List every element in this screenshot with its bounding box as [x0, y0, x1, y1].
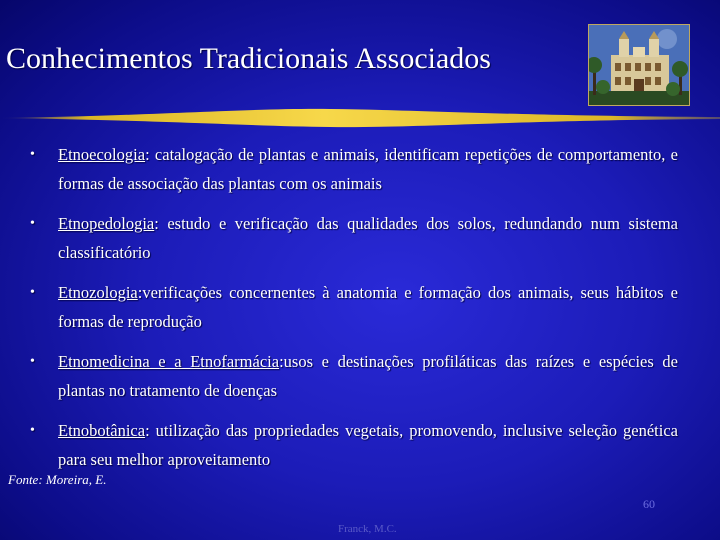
list-item	[30, 347, 678, 405]
bullet-term: Etnobotânica	[58, 421, 146, 440]
bullet-dot: •	[30, 147, 35, 162]
bullet-term: Etnozologia	[58, 283, 138, 302]
page-number: 60	[643, 497, 655, 511]
bullet-term: Etnoecologia	[58, 145, 146, 164]
bullet-text: : utilização das propriedades vegetais, promovendo, inclusive seleção genética para seu melhor aproveitamento	[58, 421, 678, 469]
source-citation: Fonte: Moreira, E.	[8, 472, 107, 487]
list-item	[30, 209, 678, 267]
bullet-list	[30, 140, 678, 485]
bullet-text: : estudo e verificação das qualidades dos solos, redundando num sistema classificatório	[58, 214, 678, 262]
bullet-term: Etnopedologia	[58, 214, 155, 233]
bullet-dot: •	[30, 354, 35, 369]
bullet-text: :usos e destinações profiláticas das raízes e espécies de plantas no tratamento de doenças	[58, 352, 678, 400]
bullet-dot: •	[30, 423, 35, 438]
bullet-dot: •	[30, 285, 35, 300]
title-underline-bar	[0, 106, 720, 130]
slide-title: Conhecimentos Tradicionais Associados	[6, 42, 491, 75]
list-item	[30, 416, 678, 474]
bullet-term: Etnomedicina e a Etnofarmácia	[58, 352, 280, 371]
building-photo-icon	[589, 25, 689, 105]
footer-author: Franck, M.C.	[338, 523, 397, 535]
bullet-text: :verificações concernentes à anatomia e formação dos animais, seus hábitos e formas de reprodução	[58, 283, 678, 331]
building-photo	[588, 24, 690, 106]
bullet-dot: •	[30, 216, 35, 231]
bullet-text: : catalogação de plantas e animais, identificam repetições de comportamento, e formas de associação das plantas com os animais	[58, 145, 678, 193]
list-item	[30, 278, 678, 336]
list-item	[30, 140, 678, 198]
